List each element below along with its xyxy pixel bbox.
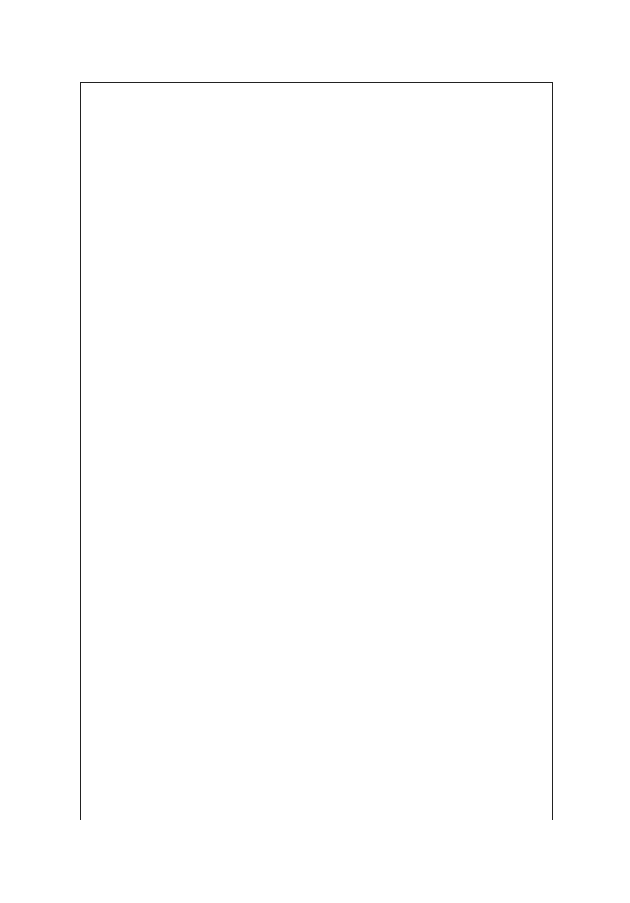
form-frame bbox=[80, 82, 553, 820]
